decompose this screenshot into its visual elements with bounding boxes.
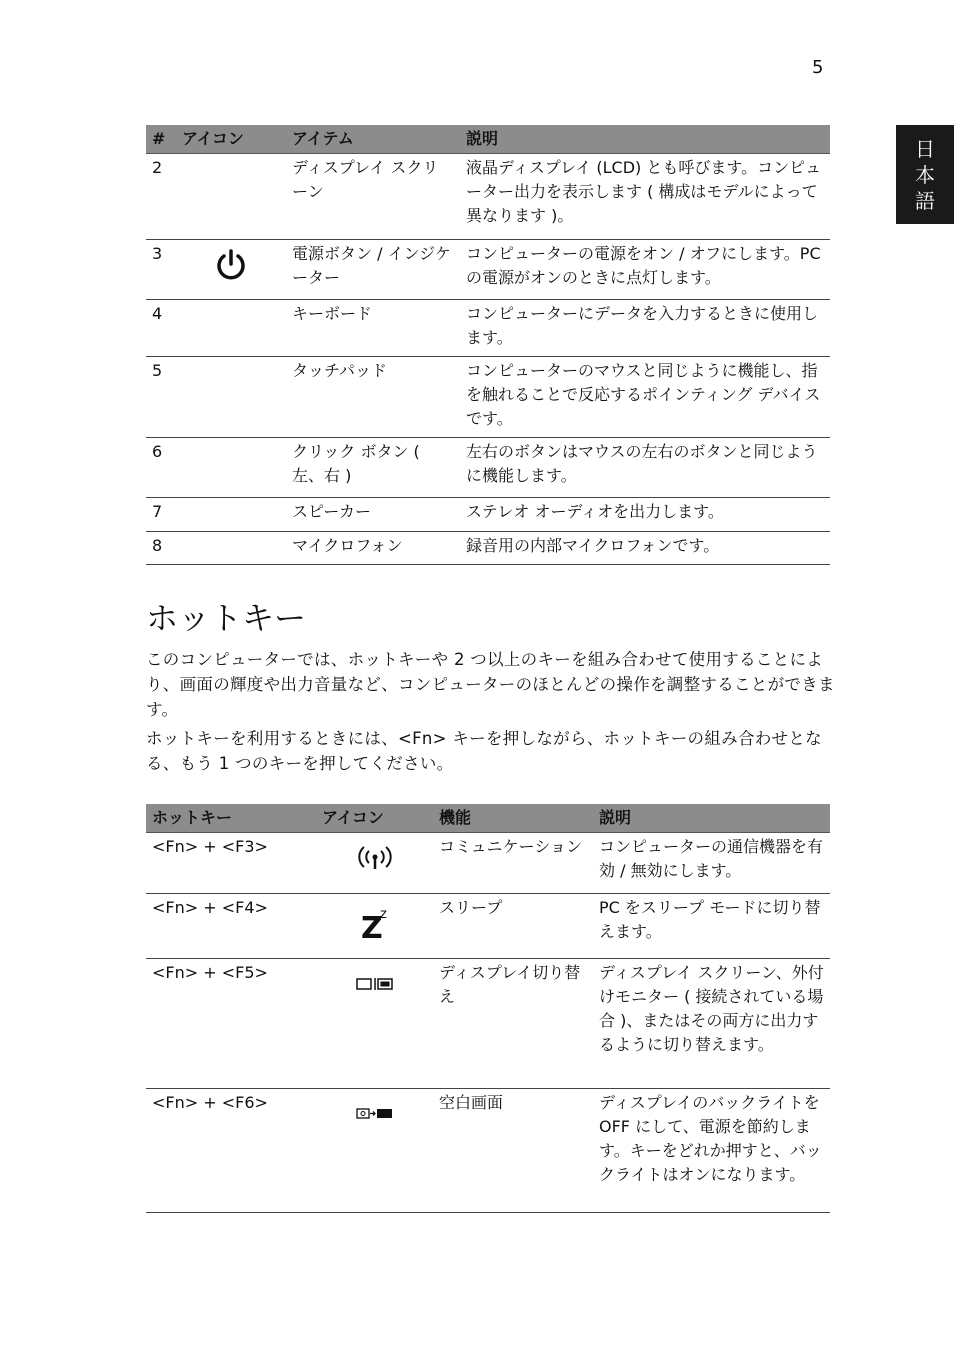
language-tab-char: 日: [915, 136, 935, 161]
table-row: [146, 240, 830, 300]
table-row: [146, 532, 830, 565]
header-description: 説明: [593, 804, 830, 833]
page-number: 5: [812, 57, 824, 78]
function-description: ディスプレイ スクリーン、外付けモニター ( 接続されている場合 )、またはその両方に出力するように切り替えます。: [593, 959, 830, 1089]
function-name: 空白画面: [433, 1089, 593, 1213]
table-row: [146, 959, 830, 1089]
item-name: 電源ボタン / インジケーター: [286, 240, 460, 300]
hotkey-combo: <Fn> + <F6>: [146, 1089, 316, 1213]
icon-cell: [176, 300, 286, 357]
hotkey-combo: <Fn> + <F4>: [146, 894, 316, 959]
table-row: [146, 300, 830, 357]
wireless-communication-icon: [322, 835, 427, 873]
row-number: 5: [146, 357, 176, 438]
item-name: マイクロフォン: [286, 532, 460, 565]
header-icon: アイコン: [316, 804, 433, 833]
icon-cell: [316, 833, 433, 894]
display-toggle-icon: [322, 961, 427, 991]
function-name: ディスプレイ切り替え: [433, 959, 593, 1089]
row-number: 7: [146, 498, 176, 532]
header-description: 説明: [460, 125, 830, 154]
item-name: ディスプレイ スクリーン: [286, 154, 460, 240]
header-item: アイテム: [286, 125, 460, 154]
header-function: 機能: [433, 804, 593, 833]
icon-cell: [316, 1089, 433, 1213]
table-row: [146, 357, 830, 438]
item-description: 録音用の内部マイクロフォンです。: [460, 532, 830, 565]
table-row: [146, 438, 830, 498]
language-tab: [896, 125, 954, 224]
item-name: タッチパッド: [286, 357, 460, 438]
header-hotkey: ホットキー: [146, 804, 316, 833]
icon-cell: [176, 240, 286, 300]
sleep-icon: [322, 896, 427, 942]
header-num: #: [146, 125, 176, 154]
function-description: コンピューターの通信機器を有効 / 無効にします。: [593, 833, 830, 894]
function-name: コミュニケーション: [433, 833, 593, 894]
function-name: スリープ: [433, 894, 593, 959]
item-description: 液晶ディスプレイ (LCD) とも呼びます。コンピューター出力を表示します ( 構成はモデルによって異なります )。: [460, 154, 830, 240]
row-number: 2: [146, 154, 176, 240]
item-description: ステレオ オーディオを出力します。: [460, 498, 830, 532]
item-name: スピーカー: [286, 498, 460, 532]
table-row: [146, 894, 830, 959]
language-tab-char: 本: [915, 162, 935, 187]
item-description: 左右のボタンはマウスの左右のボタンと同じように機能します。: [460, 438, 830, 498]
components-table: [146, 125, 830, 565]
item-name: キーボード: [286, 300, 460, 357]
function-description: PC をスリープ モードに切り替えます。: [593, 894, 830, 959]
table-header-row: [146, 804, 830, 833]
icon-cell: [176, 154, 286, 240]
icon-cell: [176, 438, 286, 498]
icon-cell: [316, 894, 433, 959]
hotkey-combo: <Fn> + <F3>: [146, 833, 316, 894]
screen-blank-icon: [322, 1091, 427, 1121]
row-number: 4: [146, 300, 176, 357]
table-header-row: [146, 125, 830, 154]
icon-cell: [176, 498, 286, 532]
row-number: 3: [146, 240, 176, 300]
svg-text:z: z: [379, 907, 387, 922]
item-description: コンピューターにデータを入力するときに使用します。: [460, 300, 830, 357]
item-name: クリック ボタン ( 左、右 ): [286, 438, 460, 498]
section-title: ホットキー: [146, 599, 307, 637]
row-number: 8: [146, 532, 176, 565]
header-icon: アイコン: [176, 125, 286, 154]
icon-cell: [176, 357, 286, 438]
item-description: コンピューターの電源をオン / オフにします。PC の電源がオンのときに点灯します。: [460, 240, 830, 300]
item-description: コンピューターのマウスと同じように機能し、指を触れることで反応するポインティング デバイスです。: [460, 357, 830, 438]
table-row: [146, 154, 830, 240]
svg-text:Z: Z: [360, 911, 383, 942]
function-description: ディスプレイのバックライトを OFF にして、電源を節約します。キーをどれか押すと、バックライトはオンになります。: [593, 1089, 830, 1213]
icon-cell: [176, 532, 286, 565]
table-row: [146, 1089, 830, 1213]
table-row: [146, 833, 830, 894]
power-icon: [182, 242, 280, 282]
language-tab-char: 語: [915, 188, 935, 213]
usage-paragraph: ホットキーを利用するときには、<Fn> キーを押しながら、ホットキーの組み合わせとなる、もう 1 つのキーを押してください。: [146, 729, 822, 773]
row-number: 6: [146, 438, 176, 498]
icon-cell: [316, 959, 433, 1089]
hotkeys-table: [146, 804, 830, 1213]
intro-paragraph: このコンピューターでは、ホットキーや 2 つ以上のキーを組み合わせて使用することにより、画面の輝度や出力音量など、コンピューターのほとんどの操作を調整することができます。: [146, 650, 835, 719]
table-row: [146, 498, 830, 532]
hotkey-combo: <Fn> + <F5>: [146, 959, 316, 1089]
